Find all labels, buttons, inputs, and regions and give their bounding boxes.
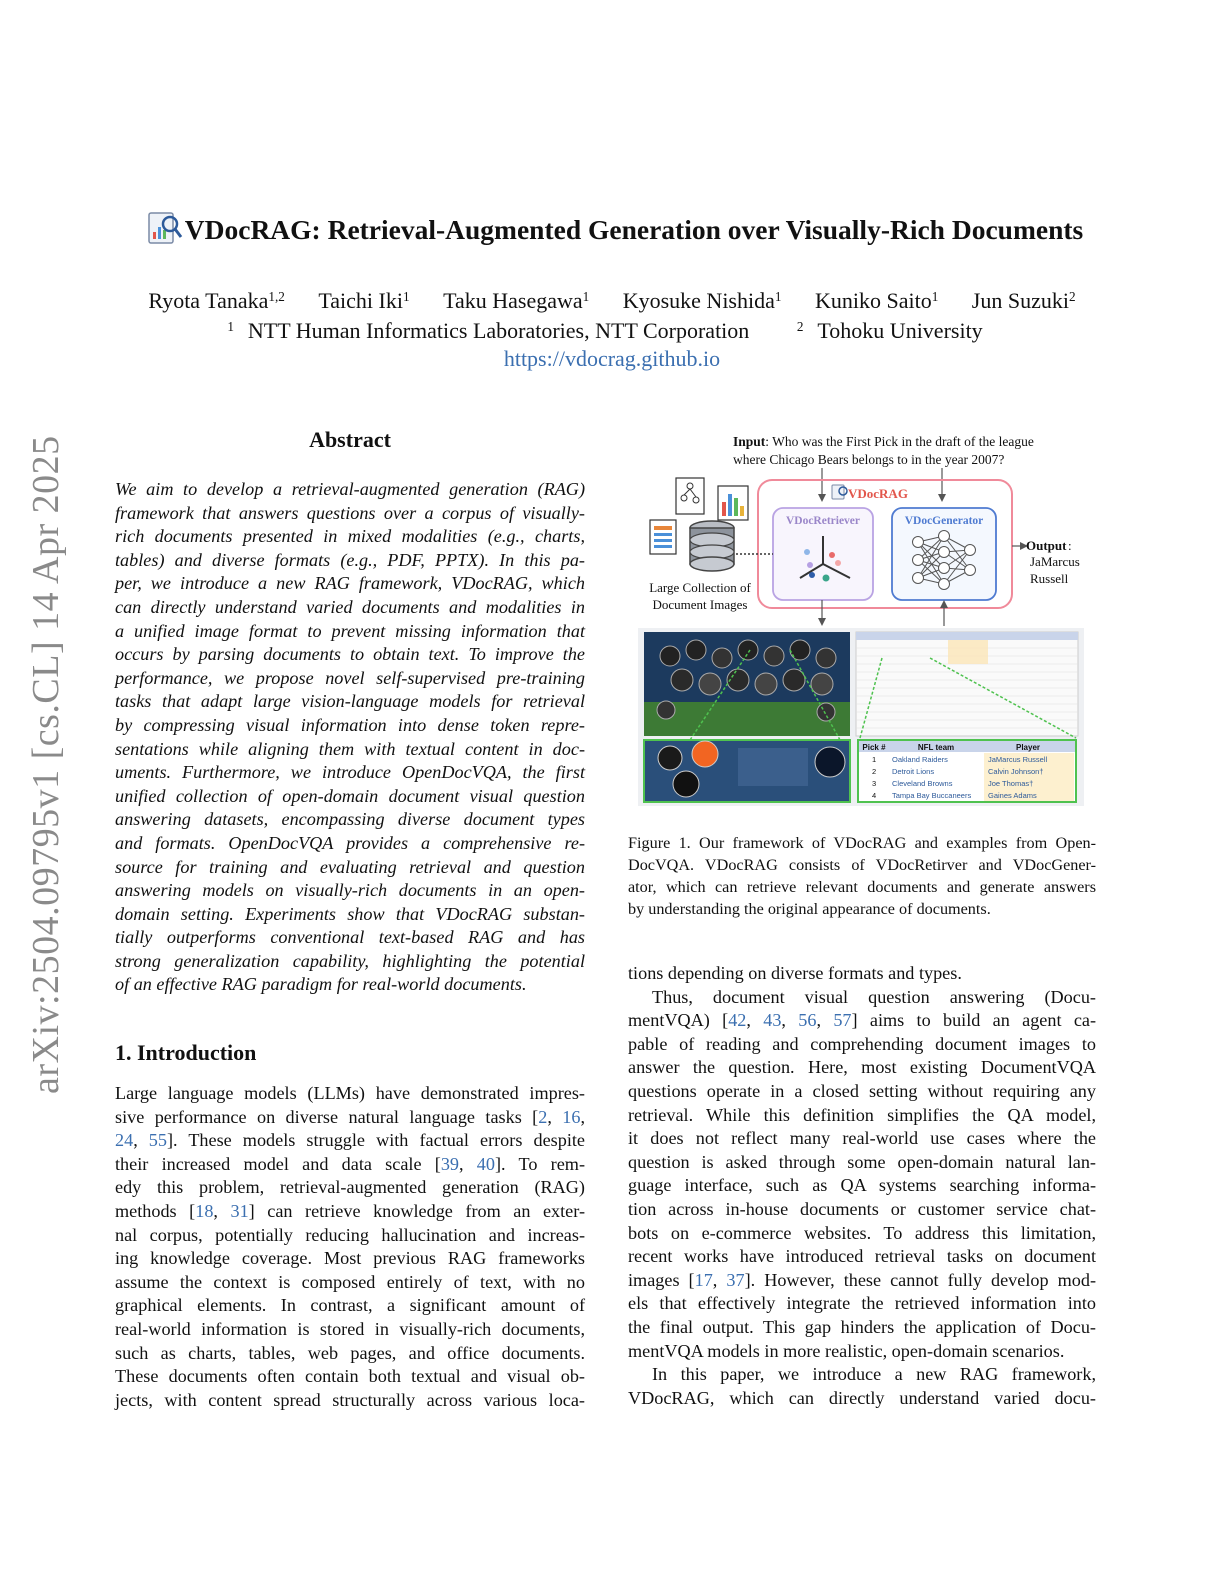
text-line: real-world information is stored in visually-rich documents, [115, 1318, 585, 1339]
citation-link[interactable]: 42 [728, 1010, 747, 1031]
text-line: tions depending on diverse formats and types. [628, 963, 962, 983]
text-line: Thus, document visual question answering (Docu- [652, 986, 1096, 1007]
table-cell: Calvin Johnson† [988, 767, 1044, 776]
author: Taku Hasegawa$^1$ [443, 288, 590, 313]
author: Jun Suzuki$^2$ [971, 288, 1076, 313]
output-label: Output [1026, 538, 1067, 553]
text-line: tially outperforms conventional text-based RAG and has [115, 927, 585, 948]
text-line: their increased model and data scale [39, 40]. To rem- [115, 1153, 585, 1174]
text-line: Figure 1. Our framework of VDocRAG and examples from Open- [628, 834, 1096, 852]
arxiv-identifier: arXiv:2504.09795v1 [cs.CL] 14 Apr 2025 [25, 435, 67, 1095]
citation-link[interactable]: 18 [195, 1200, 214, 1221]
figure-caption [628, 832, 1096, 920]
table-header: Player [1015, 743, 1041, 752]
text-line: ator, which can retrieve relevant documents and generate answers [628, 878, 1096, 896]
text-line: images [17, 37]. However, these cannot fully develop mod- [628, 1269, 1096, 1290]
text-line: bots on e-commerce websites. To address this limitation, [628, 1222, 1096, 1243]
citation-link[interactable]: 31 [230, 1200, 249, 1221]
citation-link[interactable]: 56 [798, 1010, 817, 1031]
text-line: unified collection of open-domain document visual question [115, 785, 585, 806]
text-line: Large language models (LLMs) have demonstrated impres- [115, 1083, 585, 1103]
document-icon [650, 520, 676, 554]
intro-left-column [115, 1082, 585, 1412]
affiliations [100, 318, 1124, 344]
flowchart-document-icon [676, 478, 704, 514]
text-line: We aim to develop a retrieval-augmented generation (RAG) [115, 479, 585, 499]
table-cell: 4 [872, 791, 877, 800]
citation-link[interactable]: 37 [726, 1269, 745, 1290]
author: Ryota Tanaka$^{1,2}$ [148, 288, 285, 313]
text-line: tables) and diverse formats (e.g., PDF, PPTX). In this pa- [115, 549, 585, 570]
text-line: strong generalization capability, highlighting the potential [115, 950, 585, 971]
author: Kyosuke Nishida$^1$ [622, 288, 782, 313]
vdocrag-label: VDocRAG [848, 486, 908, 501]
citation-link[interactable]: 24 [115, 1130, 134, 1151]
text-line: nal corpus, potentially reducing hallucination and increas- [115, 1224, 585, 1245]
figure-input-text: Input: Who was the First Pick in the draft of the league [733, 434, 1034, 449]
citation-link[interactable]: 17 [694, 1269, 713, 1290]
citation-link[interactable]: 57 [833, 1010, 852, 1031]
text-line: the final output. This gap hinders the application of Docu- [628, 1316, 1096, 1337]
text-line: by compressing visual information into dense token repre- [115, 714, 585, 735]
text-line: pable of reading and comprehending document images to [628, 1033, 1096, 1054]
affiliation: $^1$ NTT Human Informatics Laboratories, NTT Corporation [227, 318, 750, 343]
citation-link[interactable]: 55 [148, 1130, 167, 1151]
text-line: framework that answers questions over a corpus of visually- [115, 502, 585, 523]
text-line: and formats. OpenDocVQA provides a comprehensive re- [115, 832, 585, 853]
table-cell: Tampa Bay Buccaneers [892, 791, 972, 800]
text-line: In this paper, we introduce a new RAG framework, [652, 1364, 1096, 1385]
text-line: by understanding the original appearance of documents. [628, 900, 991, 918]
text-line: jects, with content spread structurally across various loca- [115, 1389, 585, 1410]
abstract-heading: Abstract [309, 427, 391, 452]
text-line: of an effective RAG paradigm for real-world documents. [115, 974, 527, 995]
text-line: DocVQA. VDocRAG consists of VDocRetirver and VDocGener- [628, 856, 1096, 874]
text-line: source for training and evaluating retrieval and question [115, 856, 585, 877]
table-cell: 1 [872, 755, 877, 764]
vdocrag-logo-icon [832, 485, 847, 499]
table-cell: JaMarcus Russell [988, 755, 1048, 764]
collection-label: Document Images [652, 597, 748, 612]
text-line: rich documents presented in mixed modalities (e.g., charts, [115, 526, 585, 547]
table-cell: Joe Thomas† [988, 779, 1034, 788]
citation-link[interactable]: 16 [562, 1106, 581, 1127]
collection-label: Large Collection of [649, 580, 751, 595]
text-line: methods [18, 31] can retrieve knowledge from an exter- [115, 1200, 585, 1221]
nfl-infographic-image [644, 632, 850, 802]
intro-right-column [628, 962, 1096, 1410]
text-line: tion across in-house documents or customer service chat- [628, 1198, 1096, 1219]
paper-title [120, 208, 1110, 252]
text-line: domain setting. Experiments show that VDocRAG substan- [115, 903, 585, 924]
text-line: graphical elements. In contrast, a significant amount of [115, 1295, 585, 1316]
text-line: 24, 55]. These models struggle with factual errors despite [115, 1130, 585, 1151]
text-line: such as charts, tables, web pages, and office documents. [115, 1342, 585, 1363]
figure-input-text-2: where Chicago Bears belongs to in the year 2007? [733, 452, 1005, 467]
text-line: guage interface, such as QA systems searching informa- [628, 1175, 1096, 1196]
affiliation: $^2$ Tohoku University [796, 318, 983, 343]
title-text: VDocRAG: Retrieval-Augmented Generation over Visually-Rich Documents [184, 214, 1084, 245]
table-cell: Oakland Raiders [892, 755, 948, 764]
section-heading: 1. Introduction [115, 1040, 257, 1065]
citation-link[interactable]: 2 [538, 1106, 548, 1127]
author: Taichi Iki$^1$ [318, 288, 410, 313]
citation-link[interactable]: 39 [440, 1153, 460, 1174]
text-line: sentations while aligning them with textual content in doc- [115, 738, 585, 759]
text-line: answer the question. Here, most existing DocumentVQA [628, 1057, 1096, 1078]
table-cell: Detroit Lions [892, 767, 935, 776]
table-cell: 2 [872, 767, 877, 776]
citation-link[interactable]: 40 [476, 1153, 495, 1174]
text-line: uments. Furthermore, we introduce OpenDocVQA, the first [115, 762, 585, 783]
text-line: questions operate in a closed setting without requiring any [628, 1080, 1096, 1101]
text-line: it does not reflect many real-world use cases where the [628, 1128, 1096, 1149]
citation-link[interactable]: 43 [763, 1010, 782, 1031]
table-header: Pick # [862, 743, 886, 752]
text-line: VDocRAG, which can directly understand varied docu- [628, 1387, 1096, 1408]
text-line: performance, we propose novel self-supervised pre-training [115, 667, 585, 688]
text-line: ing knowledge coverage. Most previous RAG frameworks [115, 1248, 585, 1269]
text-line: answering models on visually-rich documents in an open- [115, 880, 585, 901]
text-line: answering datasets, encompassing diverse document types [115, 809, 585, 830]
svg-text::: : [1068, 538, 1072, 553]
generator-label: VDocGenerator [904, 515, 984, 527]
text-line: mentVQA) [42, 43, 56, 57] aims to build an agent ca- [628, 1010, 1097, 1031]
bar-chart-document-icon [718, 486, 748, 520]
text-line: assume the context is composed entirely of text, with no [115, 1271, 585, 1292]
output-value: JaMarcus [1030, 554, 1080, 569]
database-icon [690, 521, 734, 571]
table-cell: 3 [872, 779, 877, 788]
author-list [100, 288, 1124, 314]
table-cell: Cleveland Browns [892, 779, 953, 788]
text-line: can directly understand varied documents and modalities in [115, 596, 585, 617]
text-line: mentVQA models in more realistic, open-domain scenarios. [628, 1340, 1065, 1361]
text-line: els that effectively integrate the retrieved information into [628, 1293, 1096, 1314]
document-search-logo-icon [147, 210, 183, 250]
table-cell: Gaines Adams [988, 791, 1037, 800]
retriever-label: VDocRetriever [785, 515, 861, 527]
text-line: per, we introduce a new RAG framework, VDocRAG, which [115, 573, 585, 594]
text-line: sive performance on diverse natural language tasks [2, 16, [115, 1106, 586, 1127]
text-line: recent works have introduced retrieval tasks on document [628, 1246, 1096, 1267]
text-line: a unified image format to prevent missing information that [115, 620, 585, 641]
output-value: Russell [1030, 571, 1069, 586]
text-line: question is asked through some open-domain natural lan- [628, 1151, 1096, 1172]
text-line: These documents often contain both textual and visual ob- [115, 1366, 585, 1387]
text-line: tasks that adapt large vision-language models for retrieval [115, 691, 585, 712]
author: Kuniko Saito$^1$ [814, 288, 939, 313]
project-url-link[interactable]: https://vdocrag.github.io [503, 346, 721, 371]
text-line: edy this problem, retrieval-augmented generation (RAG) [115, 1177, 585, 1198]
text-line: retrieval. While this definition simplifies the QA model, [628, 1104, 1096, 1125]
figure-1 [630, 428, 1098, 808]
abstract-body [115, 478, 585, 997]
table-header: NFL team [917, 743, 955, 752]
text-line: occurs by parsing documents to obtain text. To improve the [115, 644, 585, 665]
